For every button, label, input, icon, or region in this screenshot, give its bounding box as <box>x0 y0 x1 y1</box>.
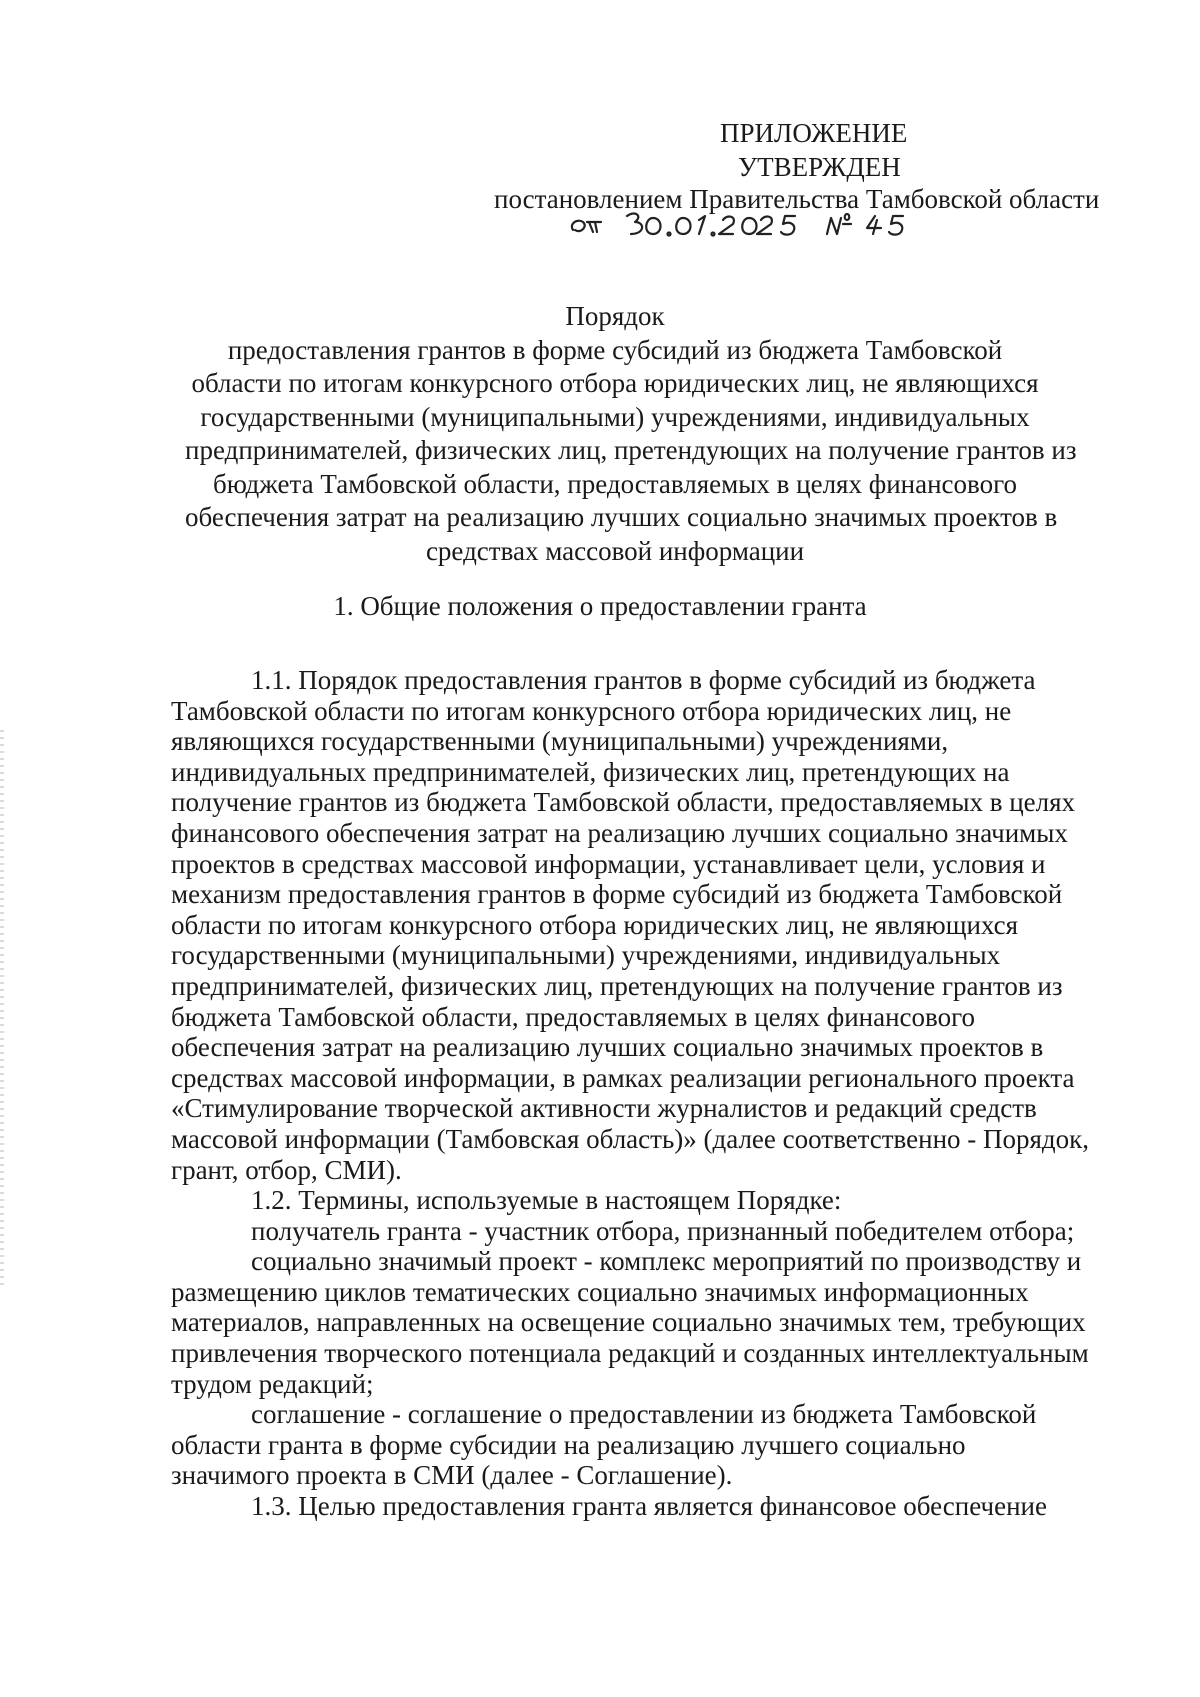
paragraph-line: средствах массовой информации, в рамках реализации регионального проекта <box>171 1062 1075 1093</box>
paragraph-line: получатель гранта - участник отбора, признанный победителем отбора; <box>251 1215 1075 1246</box>
title-heading: Порядок <box>565 301 665 331</box>
paragraph-line: массовой информации (Тамбовская область)» (далее соответственно - Порядок, <box>171 1123 1090 1154</box>
document-title <box>185 300 1077 568</box>
handwritten-date-number <box>565 200 985 250</box>
paragraph-line: получение грантов из бюджета Тамбовской области, предоставляемых в целях <box>171 787 1076 818</box>
title-line: обеспечения затрат на реализацию лучших социально значимых проектов в <box>185 502 1058 532</box>
approved-label: УТВЕРЖДЕН <box>738 152 901 182</box>
paragraph-line: размещению циклов тематических социально значимых информационных <box>171 1276 1029 1307</box>
paragraph-line: бюджета Тамбовской области, предоставляемых в целях финансового <box>171 1001 976 1032</box>
paragraph-line: обеспечения затрат на реализацию лучших социально значимых проектов в <box>171 1032 1044 1063</box>
paragraph-line: механизм предоставления грантов в форме субсидий из бюджета Тамбовской <box>171 879 1063 910</box>
title-line: средствах массовой информации <box>425 535 805 566</box>
title-line: области по итогам конкурсного отбора юридических лиц, не являющихся <box>191 368 1039 398</box>
title-line: предпринимателей, физических лиц, претендующих на получение грантов из <box>185 435 1077 465</box>
document-body <box>171 665 1174 1522</box>
paragraph-line: значимого проекта в СМИ (далее - Соглашение). <box>171 1460 733 1491</box>
paragraph-line: социально значимый проект - комплекс мероприятий по производству и <box>251 1246 1082 1277</box>
scan-edge-artifact <box>0 730 4 1290</box>
paragraph-line: государственными (муниципальными) учреждениями, индивидуальных <box>171 940 1001 971</box>
paragraph-line: проектов в средствах массовой информации, устанавливает цели, условия и <box>171 848 1046 879</box>
paragraph-line: грант, отбор, СМИ). <box>171 1154 402 1185</box>
paragraph-line: «Стимулирование творческой активности журналистов и редакций средств <box>171 1093 1037 1124</box>
paragraph-line: 1.2. Термины, используемые в настоящем Порядке: <box>251 1185 842 1216</box>
appendix-label: ПРИЛОЖЕНИЕ <box>720 118 908 148</box>
paragraph-line: 1.1. Порядок предоставления грантов в форме субсидий из бюджета <box>251 665 1036 695</box>
paragraph-line: индивидуальных предпринимателей, физических лиц, претендующих на <box>171 756 1010 787</box>
title-line: предоставления грантов в форме субсидий из бюджета Тамбовской <box>227 334 1003 365</box>
paragraph-line: финансового обеспечения затрат на реализацию лучших социально значимых <box>171 817 1068 848</box>
handwriting-drawing <box>565 200 985 250</box>
paragraph-line: предпринимателей, физических лиц, претендующих на получение грантов из <box>171 970 1063 1001</box>
paragraph-line: являющихся государственными (муниципальными) учреждениями, <box>171 726 949 757</box>
title-line: бюджета Тамбовской области, предоставляемых в целях финансового <box>212 468 1017 499</box>
paragraph-line: трудом редакций; <box>171 1368 374 1399</box>
title-line: государственными (муниципальными) учреждениями, индивидуальных <box>200 401 1030 432</box>
section-heading: 1. Общие положения о предоставлении гранта <box>333 591 867 621</box>
paragraph-line: соглашение - соглашение о предоставлении из бюджета Тамбовской <box>251 1399 1037 1430</box>
paragraph-line: привлечения творческого потенциала редакций и созданных интеллектуальным <box>171 1338 1089 1369</box>
paragraph-line: Тамбовской области по итогам конкурсного отбора юридических лиц, не <box>171 695 1012 726</box>
paragraph-line: 1.3. Целью предоставления гранта является финансовое обеспечение <box>251 1491 1047 1522</box>
paragraph-line: области по итогам конкурсного отбора юридических лиц, не являющихся <box>171 909 1019 940</box>
resolution-label: постановлением Правительства Тамбовской области <box>494 184 1100 214</box>
paragraph-line: области гранта в форме субсидии на реализацию лучшего социально <box>171 1429 966 1460</box>
paragraph-line: материалов, направленных на освещение социально значимых тем, требующих <box>171 1307 1086 1338</box>
